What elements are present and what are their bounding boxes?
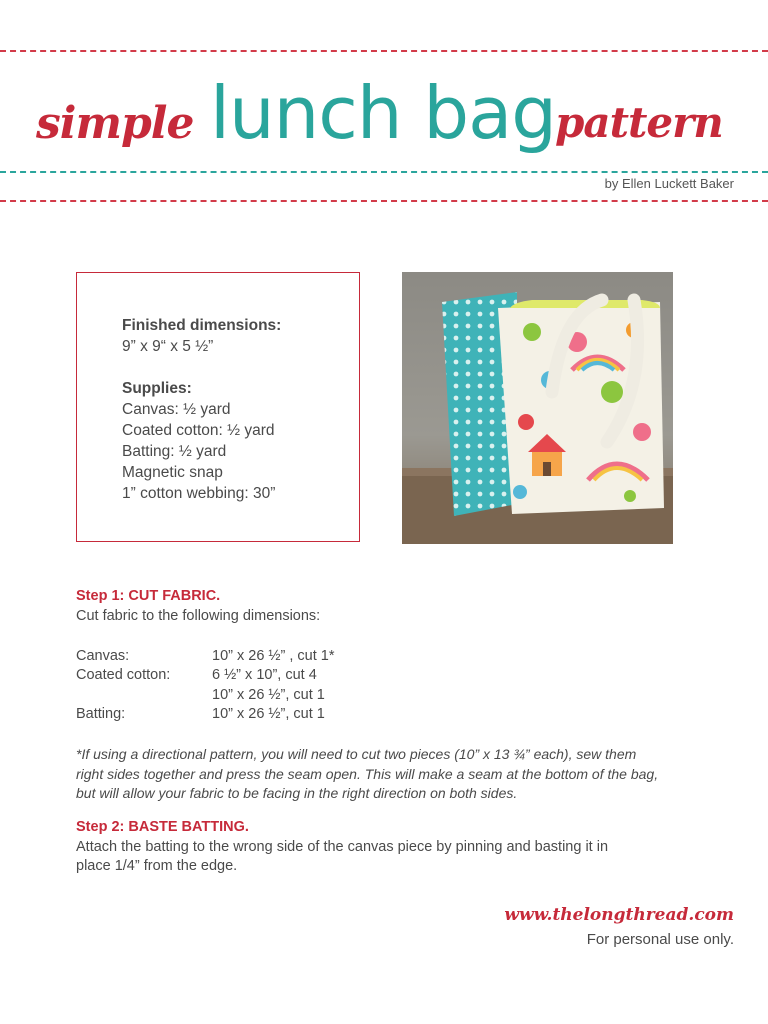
lunch-bag-illustration	[402, 272, 673, 544]
dimension-value: 10” x 26 ½”, cut 1	[212, 706, 325, 722]
step1-title: Step 1: CUT FABRIC.	[76, 588, 221, 604]
finished-dimensions-heading: Finished dimensions:	[122, 317, 282, 334]
supplies-box	[76, 272, 360, 542]
step2-title: Step 2: BASTE BATTING.	[76, 819, 249, 835]
step2-text-line: place 1/4” from the edge.	[76, 858, 238, 874]
supply-item: 1” cotton webbing: 30”	[122, 485, 276, 502]
supply-item: Coated cotton: ½ yard	[122, 422, 275, 439]
dimension-value: 10” x 26 ½” , cut 1*	[212, 648, 335, 664]
directional-note-line: right sides together and press the seam open. This will make a seam at the bottom of the bag,	[76, 765, 659, 782]
dimension-row	[76, 648, 335, 664]
step1-intro: Cut fabric to the following dimensions:	[76, 607, 321, 624]
directional-note-line: but will allow your fabric to be facing in the right direction on both sides.	[76, 785, 518, 801]
dimension-row	[76, 667, 317, 683]
title-simple: simple	[36, 98, 194, 149]
dimension-label: Batting:	[76, 706, 126, 722]
title-pattern: pattern	[555, 98, 723, 147]
personal-use-note: For personal use only.	[586, 931, 734, 948]
bottom-dashed-line	[0, 200, 768, 202]
dimension-value: 10” x 26 ½”, cut 1	[212, 687, 325, 703]
dimension-row	[76, 706, 325, 722]
step2-text-line: Attach the batting to the wrong side of the canvas piece by pinning and basting it in	[76, 838, 609, 855]
title-lunch-bag: lunch bag	[210, 71, 556, 155]
supply-item: Magnetic snap	[122, 464, 223, 481]
dimension-label: Canvas:	[76, 648, 130, 664]
lunch-bag-photo	[402, 272, 673, 544]
middle-dashed-line	[0, 171, 768, 173]
supplies-heading: Supplies:	[122, 380, 192, 397]
directional-note-line: *If using a directional pattern, you will need to cut two pieces (10” x 13 ¾” each), sew them	[76, 746, 637, 762]
supply-item: Batting: ½ yard	[122, 443, 227, 460]
top-dashed-line	[0, 50, 768, 52]
dimension-value: 6 ½” x 10”, cut 4	[212, 667, 317, 683]
supply-item: Canvas: ½ yard	[122, 401, 231, 418]
finished-dimensions-value: 9” x 9“ x 5 ½”	[122, 338, 214, 355]
dimension-label: Coated cotton:	[76, 667, 171, 683]
byline: by Ellen Luckett Baker	[604, 176, 734, 191]
website-link[interactable]: www.thelongthread.com	[504, 905, 734, 925]
page-title	[0, 68, 768, 168]
